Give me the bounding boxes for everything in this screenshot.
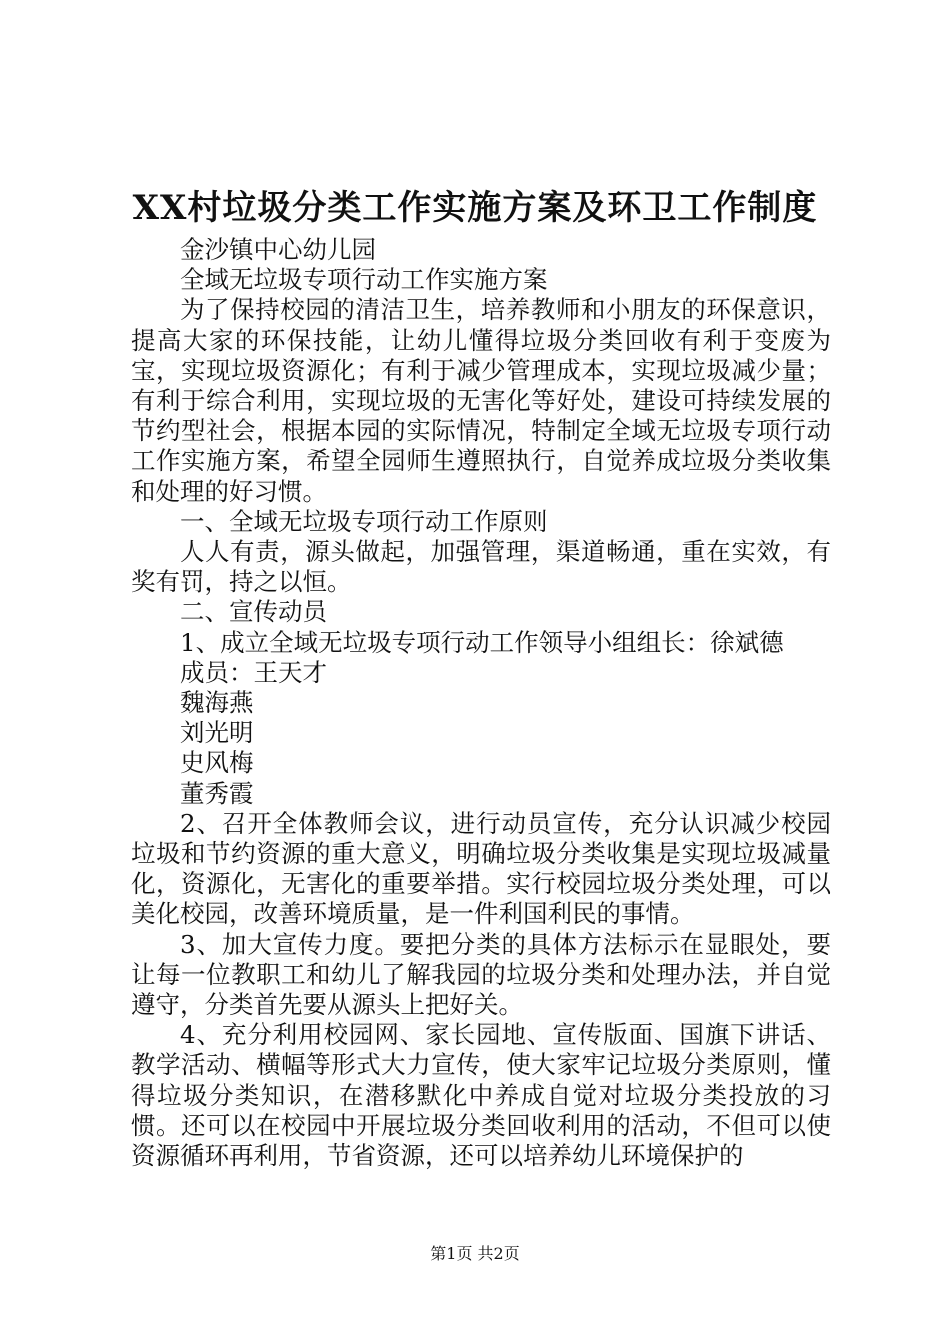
paragraph-item-2: 2、召开全体教师会议，进行动员宣传，充分认识减少校园垃圾和节约资源的重大意义，明确垃圾分类收集是实现垃圾减量化，资源化，无害化的重要举措。实行校园垃圾分类处理，可以美化校园，改善环境质量，是一件利国利民的事情。 xyxy=(131,808,831,929)
paragraph-member-2: 魏海燕 xyxy=(180,688,254,718)
page-footer: 第1页 共2页 xyxy=(430,1244,520,1263)
paragraph-intro: 为了保持校园的清洁卫生，培养教师和小朋友的环保意识，提高大家的环保技能，让幼儿懂得垃圾分类回收有利于变废为宝，实现垃圾资源化；有利于减少管理成本，实现垃圾减少量；有利于综合利用，实现垃圾的无害化等好处，建设可持续发展的节约型社会，根据本园的实际情况，特制定全域无垃圾专项行动工作实施方案，希望全园师生遵照执行，自觉养成垃圾分类收集和处理的好习惯。 xyxy=(131,295,831,506)
paragraph-leader-group: 1、成立全域无垃圾专项行动工作领导小组组长：徐斌德 xyxy=(180,627,784,657)
document-body xyxy=(131,235,831,1171)
paragraph-principles: 人人有责，源头做起，加强管理，渠道畅通，重在实效，有奖有罚，持之以恒。 xyxy=(131,537,831,597)
paragraph-plan-title: 全域无垃圾专项行动工作实施方案 xyxy=(180,265,548,295)
paragraph-item-4: 4、充分利用校园网、家长园地、宣传版面、国旗下讲话、教学活动、横幅等形式大力宣传，使大家牢记垃圾分类原则，懂得垃圾分类知识，在潜移默化中养成自觉对垃圾分类投放的习惯。还可以在校园中开展垃圾分类回收利用的活动，不但可以使资源循环再利用，节省资源，还可以培养幼儿环境保护的 xyxy=(131,1020,831,1171)
paragraph-kindergarten-name: 金沙镇中心幼儿园 xyxy=(180,235,376,264)
paragraph-member-4: 史风梅 xyxy=(180,748,254,778)
heading-section-2: 二、宣传动员 xyxy=(180,597,327,627)
paragraph-member-5: 董秀霞 xyxy=(180,778,254,808)
document-title: XX村垃圾分类工作实施方案及环卫工作制度 xyxy=(132,188,818,228)
paragraph-member-1: 成员：王天才 xyxy=(180,657,327,687)
heading-section-1: 一、全域无垃圾专项行动工作原则 xyxy=(180,506,548,536)
paragraph-item-3: 3、加大宣传力度。要把分类的具体方法标示在显眼处，要让每一位教职工和幼儿了解我园的垃圾分类和处理办法，并自觉遵守，分类首先要从源头上把好关。 xyxy=(131,929,831,1020)
paragraph-member-3: 刘光明 xyxy=(180,718,254,748)
